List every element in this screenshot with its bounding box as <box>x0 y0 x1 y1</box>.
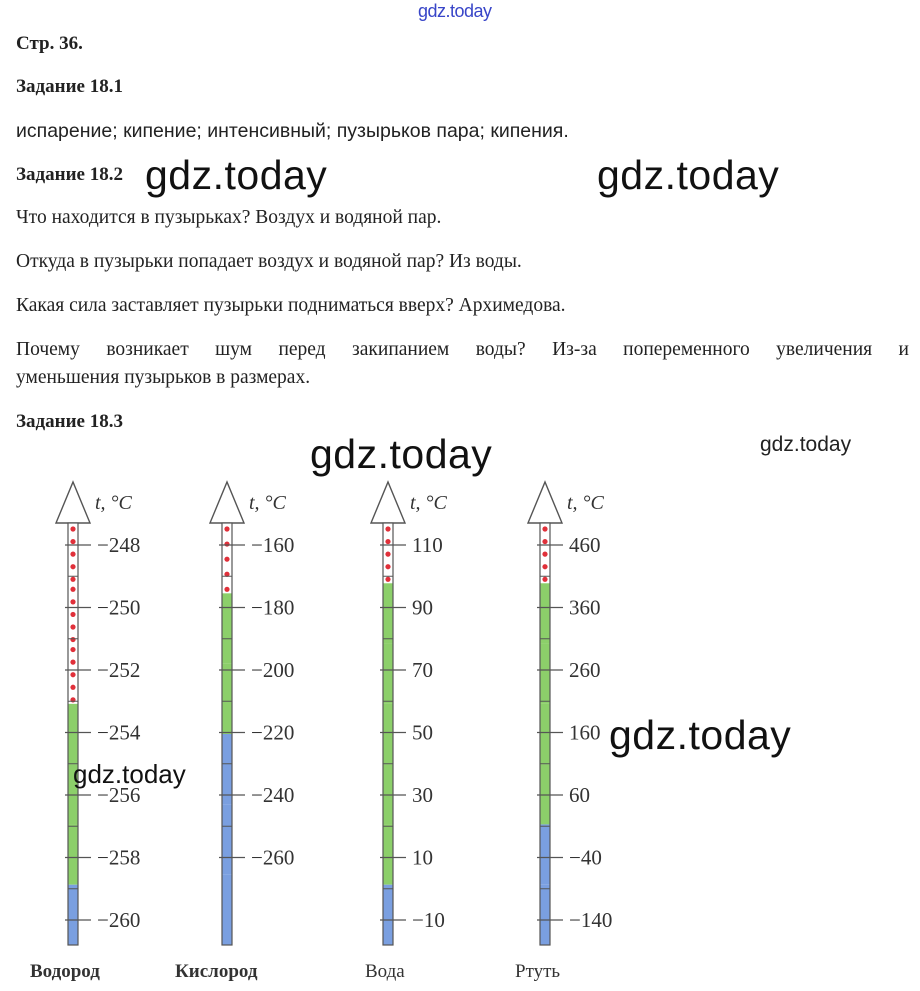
qa-line-3: Какая сила заставляет пузырьки подниматься вверх? Архимедова. <box>16 295 566 316</box>
task-18-3-heading: Задание 18.3 <box>16 411 123 432</box>
thermometer-1-tick-label-4: −240 <box>251 783 295 807</box>
thermometer-3-segment-2 <box>540 644 550 704</box>
thermometer-1-segment-5 <box>222 875 232 945</box>
thermometer-2-dot-0-2 <box>385 552 390 557</box>
thermometer-2-segment-5 <box>383 824 393 884</box>
thermometer-3-segment-4 <box>540 764 550 824</box>
watermark-big-2: gdz.today <box>597 152 780 198</box>
thermometer-3-tick-label-1: 360 <box>569 595 601 620</box>
thermometer-3-unit: t, °C <box>567 492 604 514</box>
thermometer-0-segment-3 <box>68 704 78 764</box>
thermometer-2-segment-2 <box>383 644 393 704</box>
thermometer-2-tick-label-6: −10 <box>412 908 445 932</box>
thermometer-0-segment-6 <box>68 885 78 945</box>
thermometer-2-segment-1 <box>383 583 393 643</box>
thermometer-2-dot-0-1 <box>385 539 390 544</box>
thermometer-0-dot-0-0 <box>70 526 75 531</box>
thermometer-3-tick-label-2: 260 <box>569 658 601 682</box>
thermometer-2-tick-label-3: 50 <box>412 720 433 745</box>
thermometer-2-dot-0-0 <box>385 526 390 531</box>
thermometer-1-segment-1 <box>222 593 232 663</box>
thermometer-0-dot-2-3 <box>70 685 75 690</box>
thermometer-2-dot-0-4 <box>385 577 390 582</box>
page-ref: Стр. 36. <box>16 33 83 54</box>
thermometer-1-tick-label-2: −200 <box>251 658 295 682</box>
thermometer-0-dot-1-4 <box>70 637 75 642</box>
thermometer-0-tick-label-5: −258 <box>97 845 141 870</box>
thermometer-1-unit: t, °C <box>249 492 286 514</box>
watermark-top: gdz.today <box>418 1 492 21</box>
thermometer-2-dot-0-3 <box>385 564 390 569</box>
thermometer-0-dot-2-0 <box>70 647 75 652</box>
thermometer-0-segment-5 <box>68 824 78 884</box>
thermometer-0-arrow <box>56 482 90 523</box>
thermometer-0-dot-1-1 <box>70 599 75 604</box>
watermark-big-3: gdz.today <box>310 431 493 477</box>
thermometer-3-tick-label-5: −40 <box>569 845 602 870</box>
thermometer-3-dot-0-1 <box>542 539 547 544</box>
thermometer-0-dot-0-3 <box>70 564 75 569</box>
thermometer-0-tick-label-3: −254 <box>97 720 141 745</box>
thermometer-1-segment-3 <box>222 734 232 804</box>
thermometer-3-arrow <box>528 482 562 523</box>
task-18-1-text: испарение; кипение; интенсивный; пузырьков пара; кипения. <box>16 120 569 142</box>
thermometer-0-tick-label-6: −260 <box>97 908 141 932</box>
thermometer-1-dot-0-1 <box>224 541 229 546</box>
thermometer-1-tick-label-3: −220 <box>251 720 295 745</box>
thermometer-0-dot-0-1 <box>70 539 75 544</box>
thermometer-0-dot-1-3 <box>70 624 75 629</box>
thermometer-3-tick-label-3: 160 <box>569 720 601 745</box>
thermometer-2-tick-label-5: 10 <box>412 845 433 870</box>
thermometer-2-name: Вода <box>365 961 405 982</box>
thermometer-0-tick-label-4: −256 <box>97 783 141 807</box>
thermometer-0-dot-0-4 <box>70 577 75 582</box>
thermometer-2-tick-label-1: 90 <box>412 595 433 620</box>
thermometer-1-tick-label-1: −180 <box>251 595 295 620</box>
qa-line-4b: уменьшения пузырьков в размерах. <box>16 367 311 388</box>
thermometer-1-dot-0-2 <box>224 557 229 562</box>
thermometer-0-dot-1-2 <box>70 612 75 617</box>
thermometer-3-segment-3 <box>540 704 550 764</box>
thermometer-3-segment-6 <box>540 885 550 945</box>
thermometer-2-segment-3 <box>383 704 393 764</box>
thermometer-3-tick-label-0: 460 <box>569 533 601 557</box>
thermometer-0-dot-2-1 <box>70 660 75 665</box>
thermometer-1-arrow <box>210 482 244 523</box>
thermometer-0-tick-label-1: −250 <box>97 595 141 620</box>
watermark-big-4: gdz.today <box>609 712 792 758</box>
task-18-1-heading: Задание 18.1 <box>16 76 123 97</box>
thermometer-3-dot-0-3 <box>542 564 547 569</box>
thermometer-1-segment-2 <box>222 664 232 734</box>
thermometer-2-arrow <box>371 482 405 523</box>
thermometer-0-dot-2-2 <box>70 672 75 677</box>
thermometer-3-segment-5 <box>540 824 550 884</box>
thermometer-1-tick-label-5: −260 <box>251 845 295 870</box>
thermometer-2-tick-label-0: 110 <box>412 533 443 557</box>
thermometer-3-dot-0-4 <box>542 577 547 582</box>
thermometer-3-segment-1 <box>540 583 550 643</box>
thermometer-3-tick-label-4: 60 <box>569 783 590 807</box>
thermometer-1-dot-0-4 <box>224 587 229 592</box>
thermometer-2-tick-label-2: 70 <box>412 658 433 682</box>
thermometer-0-tick-label-0: −248 <box>97 533 141 557</box>
thermometer-1-dot-0-0 <box>224 526 229 531</box>
thermometer-2-segment-4 <box>383 764 393 824</box>
task-18-2-heading: Задание 18.2 <box>16 164 123 185</box>
thermometer-1-segment-4 <box>222 804 232 874</box>
watermark-big-1: gdz.today <box>145 152 328 198</box>
thermometer-0-tick-label-2: −252 <box>97 658 141 682</box>
thermometer-0-unit: t, °C <box>95 492 132 514</box>
thermometer-3-dot-0-0 <box>542 526 547 531</box>
qa-line-4a: Почему возникает шум перед закипанием воды? Из-за попеременного увеличения и <box>16 339 909 360</box>
watermark-small-2: gdz.today <box>73 759 186 789</box>
qa-line-1: Что находится в пузырьках? Воздух и водяной пар. <box>16 207 442 228</box>
thermometer-0-name: Водород <box>30 961 100 982</box>
watermark-small-1: gdz.today <box>760 433 852 456</box>
thermometer-3-name: Ртуть <box>515 961 561 982</box>
thermometer-1-tick-label-0: −160 <box>251 533 295 557</box>
thermometer-3-dot-0-2 <box>542 552 547 557</box>
thermometer-2-segment-6 <box>383 885 393 945</box>
thermometer-2-tick-label-4: 30 <box>412 783 433 807</box>
thermometer-1-name: Кислород <box>175 961 258 982</box>
thermometer-0-dot-0-2 <box>70 552 75 557</box>
qa-line-2: Откуда в пузырьки попадает воздух и водяной пар? Из воды. <box>16 251 522 272</box>
thermometer-0-dot-1-0 <box>70 587 75 592</box>
thermometer-2-unit: t, °C <box>410 492 447 514</box>
thermometer-3-tick-label-6: −140 <box>569 908 613 932</box>
